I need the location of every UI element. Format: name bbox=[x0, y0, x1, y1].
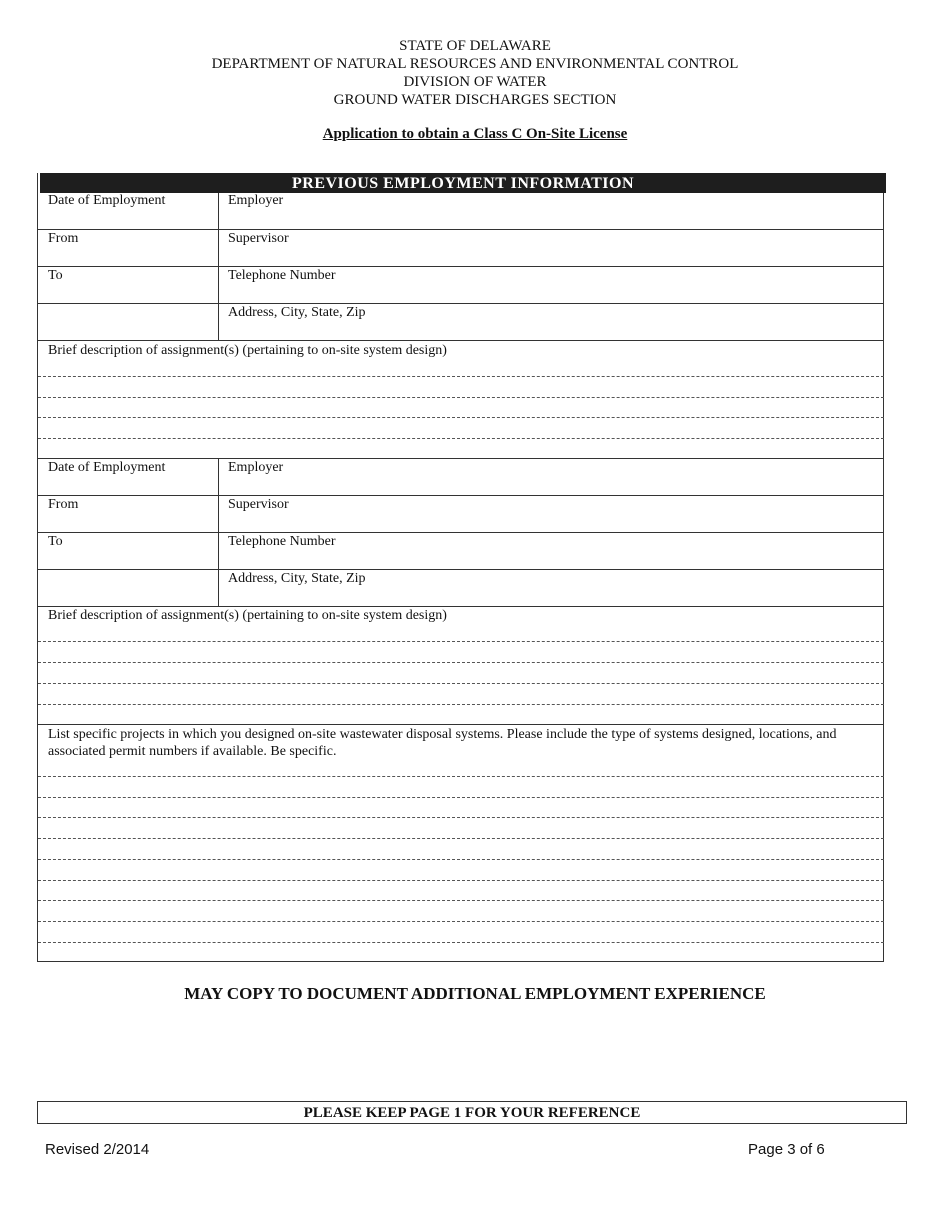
to-field-1[interactable]: To bbox=[48, 268, 63, 283]
write-line[interactable] bbox=[38, 438, 884, 439]
write-line[interactable] bbox=[38, 704, 884, 705]
page-number: Page 3 of 6 bbox=[748, 1141, 825, 1158]
column-divider-1 bbox=[218, 193, 219, 341]
row-date-employer-1 bbox=[37, 193, 884, 230]
write-line[interactable] bbox=[38, 641, 884, 642]
section-banner: PREVIOUS EMPLOYMENT INFORMATION bbox=[40, 173, 886, 193]
write-line[interactable] bbox=[38, 838, 884, 839]
row-date-employer-2 bbox=[37, 459, 884, 496]
row-from-supervisor-1 bbox=[37, 230, 884, 267]
form-title: Application to obtain a Class C On-Site License bbox=[322, 126, 628, 142]
write-line[interactable] bbox=[38, 397, 884, 398]
write-line[interactable] bbox=[38, 776, 884, 777]
write-line[interactable] bbox=[38, 900, 884, 901]
from-field-2[interactable]: From bbox=[48, 497, 79, 512]
write-line[interactable] bbox=[38, 880, 884, 881]
column-divider-2 bbox=[218, 459, 219, 607]
section-divider bbox=[37, 707, 884, 725]
address-field-2[interactable]: Address, City, State, Zip bbox=[228, 571, 366, 586]
write-line[interactable] bbox=[38, 683, 884, 684]
write-line[interactable] bbox=[38, 417, 884, 418]
row-from-supervisor-2 bbox=[37, 496, 884, 533]
write-line[interactable] bbox=[38, 817, 884, 818]
projects-instructions-line2: associated permit numbers if available. Be specific. bbox=[48, 744, 337, 759]
document-header bbox=[0, 37, 950, 109]
projects-instructions-line1: List specific projects in which you designed on-site wastewater disposal systems. Please include the type of systems designed, locations, and bbox=[48, 727, 837, 742]
copy-note: MAY COPY TO DOCUMENT ADDITIONAL EMPLOYMENT EXPERIENCE bbox=[184, 984, 766, 1003]
header-department: DEPARTMENT OF NATURAL RESOURCES AND ENVIRONMENTAL CONTROL bbox=[211, 56, 739, 72]
telephone-field-1[interactable]: Telephone Number bbox=[228, 268, 336, 283]
section-divider bbox=[37, 441, 884, 459]
from-field-1[interactable]: From bbox=[48, 231, 79, 246]
revision-date: Revised 2/2014 bbox=[45, 1141, 150, 1158]
supervisor-field-1[interactable]: Supervisor bbox=[228, 231, 289, 246]
row-to-telephone-1 bbox=[37, 267, 884, 304]
row-address-1 bbox=[37, 304, 884, 341]
write-line[interactable] bbox=[38, 921, 884, 922]
row-to-telephone-2 bbox=[37, 533, 884, 570]
write-line[interactable] bbox=[38, 376, 884, 377]
date-of-employment-label-1: Date of Employment bbox=[48, 193, 166, 208]
description-label-2: Brief description of assignment(s) (pertaining to on-site system design) bbox=[48, 608, 447, 623]
employer-field-1[interactable]: Employer bbox=[228, 193, 284, 208]
projects-instructions bbox=[48, 726, 837, 760]
header-state: STATE OF DELAWARE bbox=[399, 38, 551, 54]
supervisor-field-2[interactable]: Supervisor bbox=[228, 497, 289, 512]
telephone-field-2[interactable]: Telephone Number bbox=[228, 534, 336, 549]
header-division: DIVISION OF WATER bbox=[403, 74, 547, 90]
header-section: GROUND WATER DISCHARGES SECTION bbox=[333, 92, 617, 108]
to-field-2[interactable]: To bbox=[48, 534, 63, 549]
write-line[interactable] bbox=[38, 662, 884, 663]
date-of-employment-label-2: Date of Employment bbox=[48, 460, 166, 475]
row-address-2 bbox=[37, 570, 884, 607]
write-line[interactable] bbox=[38, 797, 884, 798]
keep-page-note: PLEASE KEEP PAGE 1 FOR YOUR REFERENCE bbox=[37, 1101, 907, 1124]
write-line[interactable] bbox=[38, 859, 884, 860]
address-field-1[interactable]: Address, City, State, Zip bbox=[228, 305, 366, 320]
description-label-1: Brief description of assignment(s) (pertaining to on-site system design) bbox=[48, 343, 447, 358]
write-line[interactable] bbox=[38, 942, 884, 943]
employer-field-2[interactable]: Employer bbox=[228, 460, 284, 475]
